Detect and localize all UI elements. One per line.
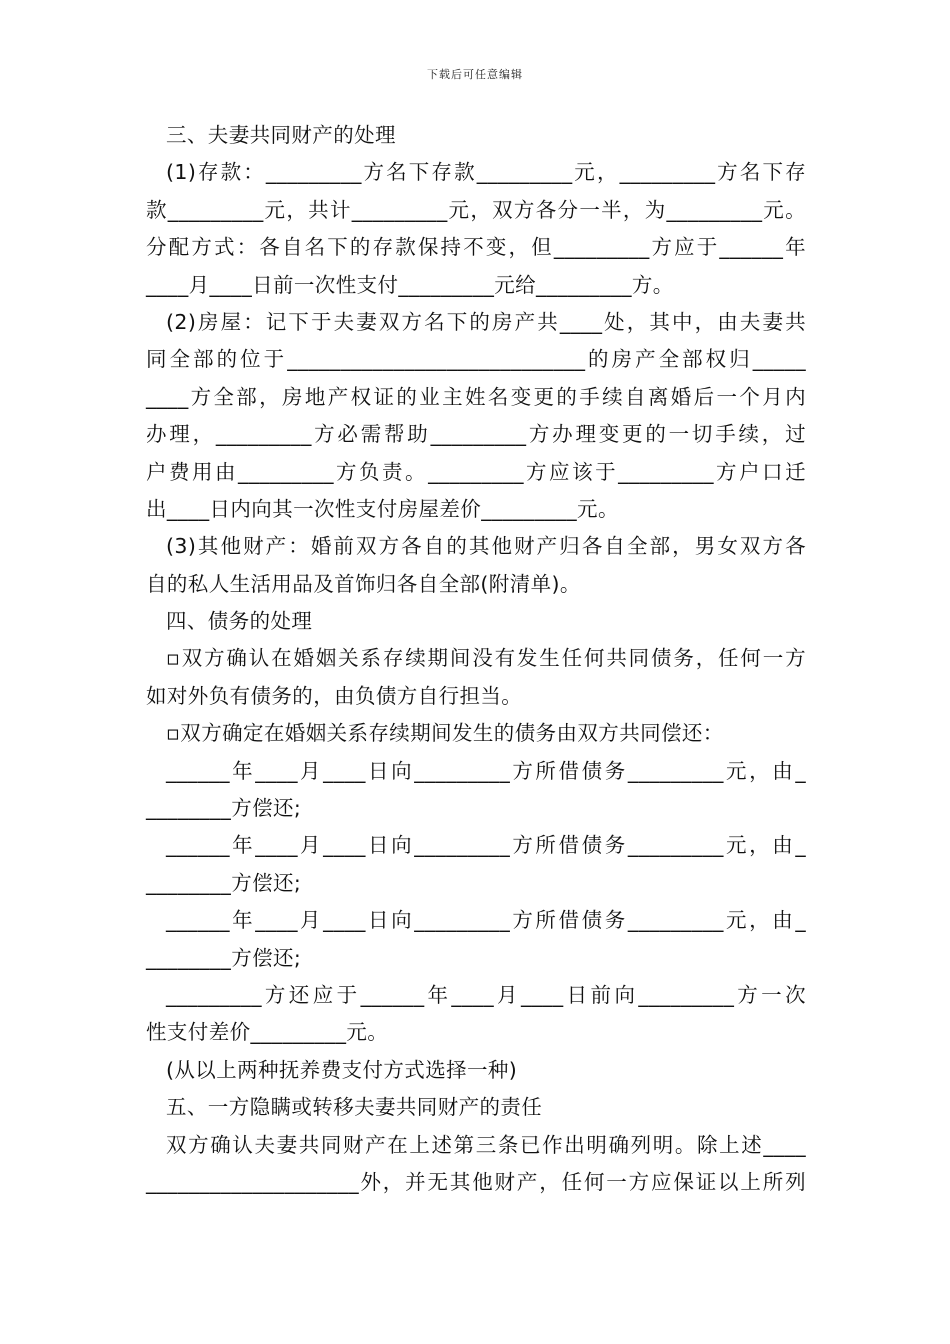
document-line: 性支付差价_________元。 <box>146 1020 389 1045</box>
document-line: 如对外负有债务的，由负债方自行担当。 <box>146 683 523 708</box>
document-line: ________方偿还; <box>146 870 302 895</box>
document-line: ▫双方确定在婚姻关系存续期间发生的债务由双方共同偿还： <box>166 721 724 746</box>
document-line: ________方偿还; <box>146 796 302 821</box>
document-line: 双方确认夫妻共同财产在上述第三条已作出明确列明。除上述____ <box>166 1132 806 1157</box>
document-line: 同全部的位于____________________________的房产全部权归_____ <box>146 347 806 372</box>
document-line: 办理，_________方必需帮助_________方办理变更的一切手续，过 <box>146 422 806 447</box>
document-line: ▫双方确认在婚姻关系存续期间没有发生任何共同债务，任何一方 <box>166 646 806 671</box>
document-line: 四、债务的处理 <box>166 609 313 634</box>
document-line: (3)其他财产：婚前双方各自的其他财产归各自全部，男女双方各 <box>166 534 806 559</box>
document-line: 三、夫妻共同财产的处理 <box>166 123 396 147</box>
document-line: ____________________外，并无其他财产，任何一方应保证以上所列 <box>146 1169 806 1194</box>
document-line: ______年____月____日向_________方所借债务_________元，由_ <box>166 908 806 933</box>
document-line: ______年____月____日向_________方所借债务_________元，由_ <box>166 758 806 783</box>
document-line: 出____日内向其一次性支付房屋差价_________元。 <box>146 496 619 521</box>
document-line: (1)存款：_________方名下存款_________元，_________方名下存 <box>166 160 806 185</box>
document-line: (从以上两种抚养费支付方式选择一种) <box>166 1057 518 1082</box>
document-line: 分配方式：各自名下的存款保持不变，但_________方应于______年 <box>146 235 806 260</box>
document-line: (2)房屋：记下于夫妻双方名下的房产共____处，其中，由夫妻共 <box>166 309 806 334</box>
document-line: 户费用由_________方负责。_________方应该于_________方户口迁 <box>146 459 806 484</box>
document-line: ____月____日前一次性支付_________元给_________方。 <box>146 272 674 297</box>
document-line: _________方还应于______年____月____日前向_________方一次 <box>166 982 806 1007</box>
page-header: 下载后可任意编辑 <box>427 68 523 81</box>
document-line: ____方全部，房地产权证的业主姓名变更的手续自离婚后一个月内 <box>146 384 806 409</box>
document-body <box>146 117 806 1201</box>
document-line: ________方偿还; <box>146 945 302 970</box>
document-line: 五、一方隐瞒或转移夫妻共同财产的责任 <box>166 1095 543 1120</box>
document-line: ______年____月____日向_________方所借债务_________元，由_ <box>166 833 806 858</box>
document-line: 款_________元，共计_________元，双方各分一半，为_________元。 <box>146 197 806 222</box>
document-line: 自的私人生活用品及首饰归各自全部(附清单)。 <box>146 571 581 596</box>
